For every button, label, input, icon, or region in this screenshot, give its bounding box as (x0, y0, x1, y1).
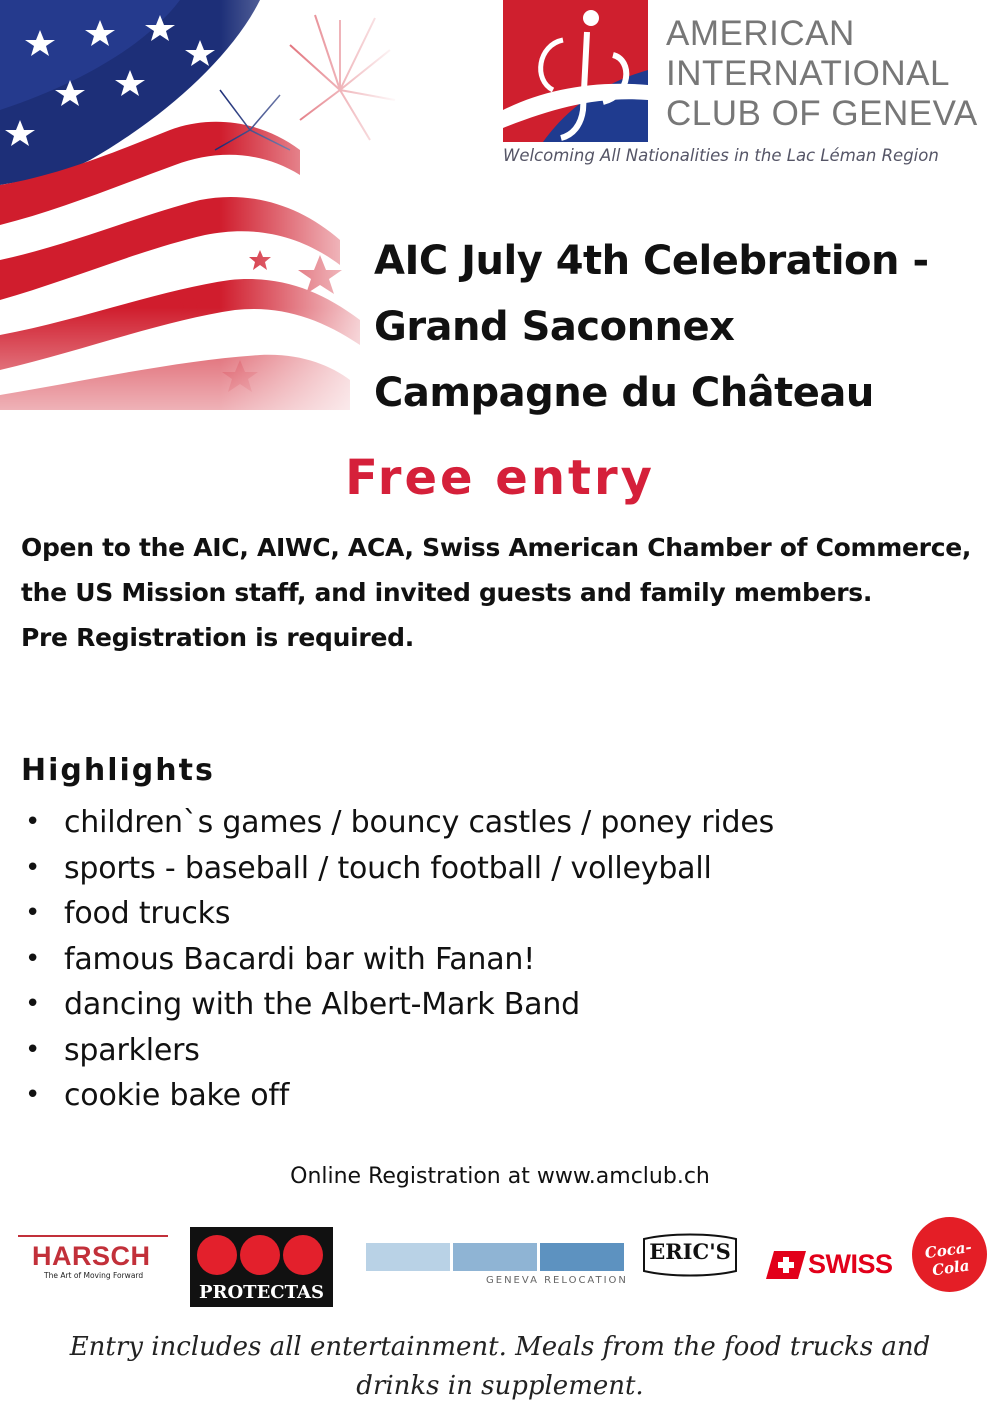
aic-logo (503, 0, 648, 142)
protectas-dots-icon (197, 1235, 326, 1279)
footer-line-2: drinks in supplement. (356, 1371, 644, 1401)
list-item: • sports - baseball / touch football / volleyball (21, 846, 774, 892)
logo-line-1: AMERICAN (666, 14, 855, 53)
logo-tagline: Welcoming All Nationalities in the Lac Léman Region (503, 146, 939, 165)
logo-line-3: CLUB OF GENEVA (666, 94, 978, 133)
swiss-logo (766, 1249, 891, 1279)
swiss-flag-icon (766, 1251, 806, 1279)
free-entry-heading: Free entry (345, 450, 655, 506)
footer-note (0, 1328, 1000, 1406)
aic-logo-wordmark (666, 14, 978, 134)
highlights-heading: Highlights (21, 753, 215, 788)
title-line-2: Grand Saconnex (374, 304, 735, 350)
protectas-name: PROTECTAS (199, 1282, 324, 1303)
intro-paragraph (21, 525, 996, 660)
footer-line-1: Entry includes all entertainment. Meals from the food trucks and (69, 1332, 931, 1362)
harsch-name: HARSCH (32, 1241, 151, 1271)
geneva-relocation-logo (366, 1243, 628, 1291)
online-registration-text: Online Registration at www.amclub.ch (290, 1164, 710, 1189)
title-line-1: AIC July 4th Celebration - (374, 238, 929, 284)
list-item: • sparklers (21, 1028, 774, 1074)
list-item: • dancing with the Albert-Mark Band (21, 982, 774, 1028)
coca-cola-name: Coca-Cola (923, 1237, 973, 1280)
list-item: • famous Bacardi bar with Fanan! (21, 937, 774, 983)
erics-logo (640, 1233, 740, 1277)
intro-text: Open to the AIC, AIWC, ACA, Swiss American Chamber of Commerce, the US Mission staff, and invited guests and family members. (21, 533, 972, 607)
event-title (374, 228, 929, 426)
harsch-logo (18, 1235, 168, 1280)
list-item: • children`s games / bouncy castles / poney rides (21, 800, 774, 846)
coca-cola-logo (912, 1217, 987, 1292)
list-item: • cookie bake off (21, 1073, 774, 1119)
logo-line-2: INTERNATIONAL (666, 54, 950, 93)
protectas-logo (190, 1227, 333, 1307)
erics-name: ERIC'S (649, 1239, 731, 1264)
swiss-name: SWISS (808, 1249, 893, 1279)
pre-registration-note: Pre Registration is required. (21, 623, 414, 652)
harsch-tagline: The Art of Moving Forward (44, 1271, 144, 1280)
highlights-list (21, 800, 774, 1119)
geneva-relocation-name: GENEVA RELOCATION (486, 1275, 628, 1286)
list-item: • food trucks (21, 891, 774, 937)
flag-fireworks-image (0, 0, 400, 410)
title-line-3: Campagne du Château (374, 370, 874, 416)
harsch-rule (18, 1235, 168, 1237)
